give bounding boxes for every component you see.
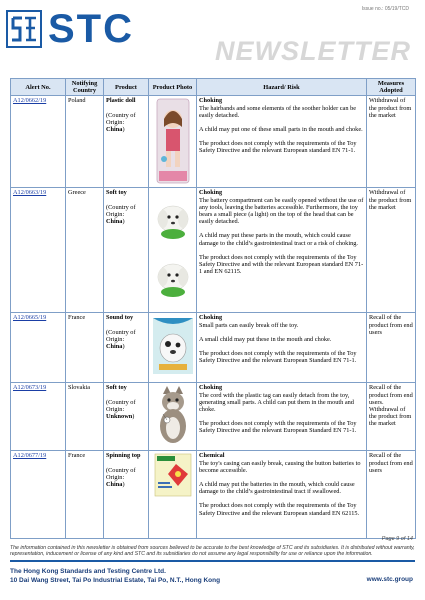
issue-number: Issue no.: 05/19/TCD xyxy=(361,6,409,12)
measures-cell: Recall of the product from end users xyxy=(367,451,416,539)
origin-label: (Country of Origin: xyxy=(106,111,136,127)
origin-label: (Country of Origin: xyxy=(106,203,136,219)
hazard-type: Choking xyxy=(199,314,223,322)
origin-close: ) xyxy=(122,481,125,489)
product-name: Sound toy xyxy=(106,314,134,322)
hazard-text: A child may put one of these small parts in the mouth and choke. xyxy=(199,126,363,134)
hazard-text: The cord with the plastic tag can easily detach from the toy, generating small parts. A child can put them in the mouth and choke. xyxy=(199,391,354,414)
origin-value: China xyxy=(106,218,123,226)
product-cell xyxy=(104,383,149,451)
alert-link[interactable]: A12/0662/19 xyxy=(13,97,47,105)
company-info xyxy=(10,568,220,585)
disclaimer: The information contained in this newsletter is obtained from sources believed to be accurate to the best knowledge of STC and its subsidiaries. It is distributed without warranty, representation, inducement or license of any kind and STC and its subsidiaries do not assume any legal responsibility for use or reliance upon the information. xyxy=(10,545,415,557)
country-cell: France xyxy=(66,451,104,539)
hazard-type: Choking xyxy=(199,97,223,105)
hazard-text: The product does not comply with the requirements of the Toy Safety Directive and the relevant European Standard EN 71-1. xyxy=(199,420,357,435)
origin-close: ) xyxy=(132,413,135,421)
origin-value: Unknown xyxy=(106,413,133,421)
country-cell: Greece xyxy=(66,188,104,313)
country-cell: Slovakia xyxy=(66,383,104,451)
hazard-text: Small parts can easily break off the toy. xyxy=(199,321,299,329)
product-name: Spinning top xyxy=(106,452,141,460)
stc-logo-icon xyxy=(6,10,42,48)
photo-cell xyxy=(149,383,197,451)
photo-cell xyxy=(149,188,197,313)
product-name: Soft toy xyxy=(106,189,127,197)
origin-close: ) xyxy=(122,126,125,134)
alert-link[interactable]: A12/0673/19 xyxy=(13,384,47,392)
hazard-text: The product does not comply with the requirements of the Toy Safety Directive and the relevant European Standard EN 71-1. xyxy=(199,350,357,365)
hazard-cell xyxy=(197,96,367,188)
hazard-text: The battery compartment can be easily opened without the use of any tools, leaving the batteries accessible. Furthermore, the toy bears a small piece (a light) on the top of the head that can be easily detached. xyxy=(199,196,364,226)
product-name: Plastic doll xyxy=(106,97,136,105)
hazard-text: The product does not comply with the requirements of the Toy Safety Directive and the relevant European standard EN 71-1. xyxy=(199,140,357,155)
website-link[interactable]: www.stc.group xyxy=(366,576,413,583)
header-photo: Product Photo xyxy=(149,79,197,96)
measures-cell: Recall of the product from end users. Withdrawal of the product from the market xyxy=(367,383,416,451)
hazard-type: Chemical xyxy=(199,452,225,460)
table-header-row xyxy=(11,79,416,96)
header-hazard: Hazard/ Risk xyxy=(197,79,367,96)
table-row xyxy=(11,96,416,188)
photo-cell xyxy=(149,313,197,383)
origin-label: (Country of Origin: xyxy=(106,398,136,414)
alert-link[interactable]: A12/0663/19 xyxy=(13,189,47,197)
origin-close: ) xyxy=(122,218,125,226)
alert-link[interactable]: A12/0665/19 xyxy=(13,314,47,322)
origin-value: China xyxy=(106,126,123,134)
product-name: Soft toy xyxy=(106,384,127,392)
origin-close: ) xyxy=(122,343,125,351)
measures-cell: Withdrawal of the product from the market xyxy=(367,96,416,188)
origin-value: China xyxy=(106,481,123,489)
product-cell xyxy=(104,188,149,313)
origin-label: (Country of Origin: xyxy=(106,466,136,482)
hazard-cell xyxy=(197,383,367,451)
hazard-text: The hairbands and some elements of the soother holder can be easily detached. xyxy=(199,104,357,119)
header-country: Notifying Country xyxy=(66,79,104,96)
doll-photo-icon xyxy=(156,97,190,185)
hazard-type: Choking xyxy=(199,189,223,197)
table-row xyxy=(11,188,416,313)
measures-cell: Withdrawal of the product from the market xyxy=(367,188,416,313)
table-row xyxy=(11,451,416,539)
newsletter-header xyxy=(0,0,425,66)
hazard-cell xyxy=(197,188,367,313)
hazard-text: A small child may put these in the mouth and choke. xyxy=(199,335,332,343)
product-cell xyxy=(104,96,149,188)
measures-cell: Recall of the product from end users xyxy=(367,313,416,383)
header-measures: Measures Adopted xyxy=(367,79,416,96)
header-alert-no: Alert No. xyxy=(11,79,66,96)
hazard-text: A child may put the batteries in the mouth, which could cause damage to the child’s gastrointestinal tract if swallowed. xyxy=(199,481,355,496)
table-row xyxy=(11,383,416,451)
company-address: 10 Dai Wang Street, Tai Po Industrial Estate, Tai Po, N.T., Hong Kong xyxy=(10,576,221,584)
hazard-type: Choking xyxy=(199,384,223,392)
sound-toy-photo-icon xyxy=(151,314,195,378)
product-cell xyxy=(104,451,149,539)
hazard-text: A child may put these parts in the mouth, which could cause damage to the child’s gastrointestinal tract or a risk of choking. xyxy=(199,232,358,247)
logo-text: STC xyxy=(48,7,134,51)
hazard-cell xyxy=(197,313,367,383)
country-cell: Poland xyxy=(66,96,104,188)
newsletter-title: NEWSLETTER xyxy=(215,36,411,66)
origin-value: China xyxy=(106,343,123,351)
origin-label: (Country of Origin: xyxy=(106,328,136,344)
country-cell: France xyxy=(66,313,104,383)
hazard-text: The toy's casing can easily break, causing the button batteries to become accessible. xyxy=(199,459,361,474)
company-name: The Hong Kong Standards and Testing Centre Ltd. xyxy=(10,568,166,575)
footer-divider xyxy=(10,560,415,562)
product-cell xyxy=(104,313,149,383)
photo-cell xyxy=(149,451,197,539)
table-row xyxy=(11,313,416,383)
hazard-text: The product does not comply with the requirements of the Toy Safety Directive and the relevant European standard EN 62115. xyxy=(199,502,360,517)
page-number: Page 9 of 14 xyxy=(381,536,413,542)
hazard-cell xyxy=(197,451,367,539)
photo-cell xyxy=(149,96,197,188)
spinning-top-photo-icon xyxy=(152,452,194,498)
alert-link[interactable]: A12/0677/19 xyxy=(13,452,47,460)
plush-cat-photo-icon xyxy=(153,384,193,448)
hazard-text: The product does not comply with the requirements of the Toy Safety Directive and with the relevant European standard EN 71-1 and EN 62115. xyxy=(199,253,364,276)
plush-dog-photo-icon xyxy=(151,189,195,309)
alerts-table xyxy=(10,78,416,539)
header-product: Product xyxy=(104,79,149,96)
